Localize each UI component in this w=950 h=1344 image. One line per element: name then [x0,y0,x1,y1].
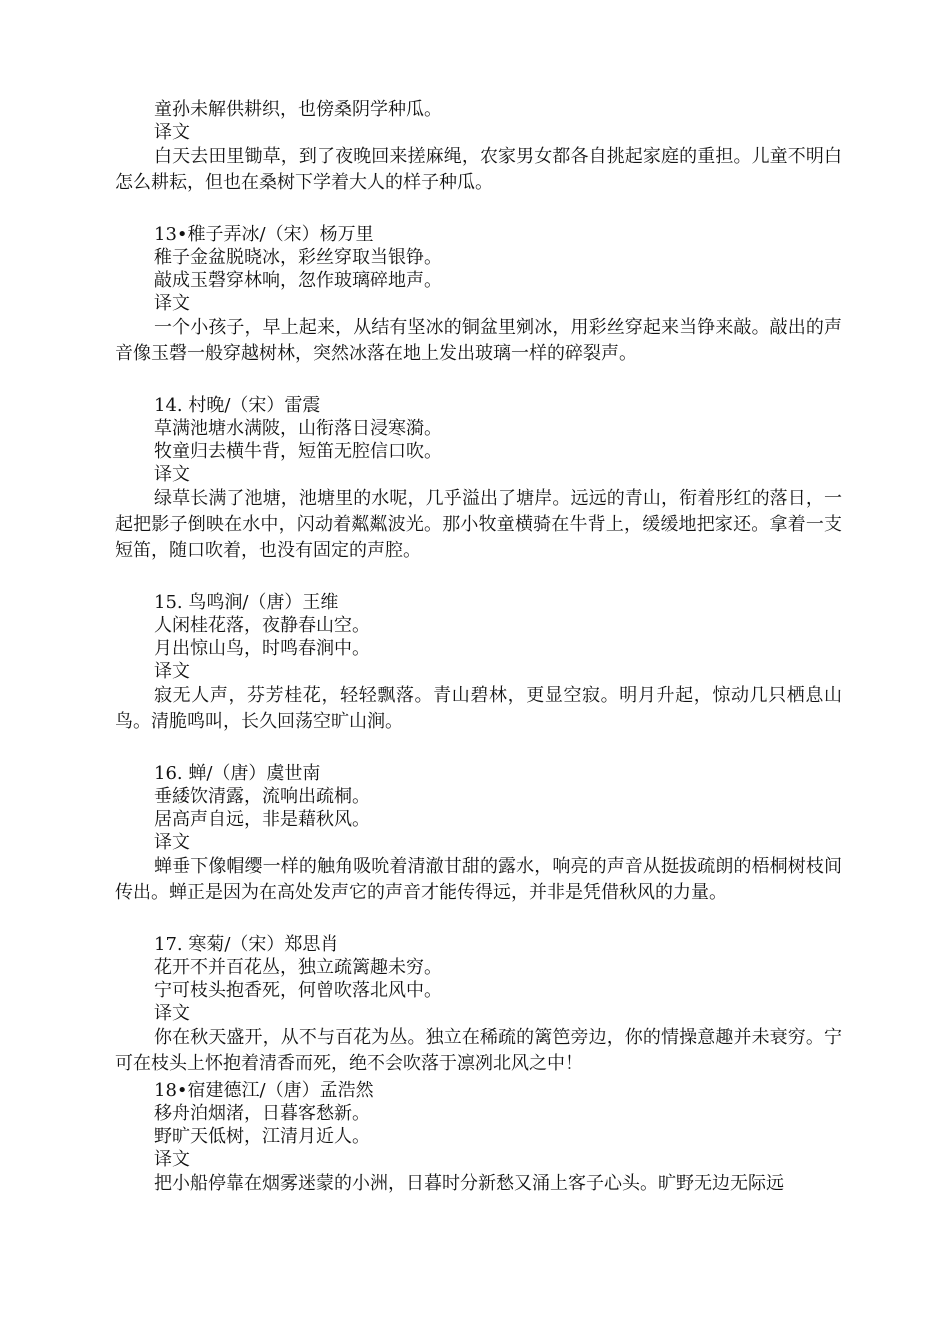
poem-title: 13•稚子弄冰/（宋）杨万里 [154,224,374,245]
poem-title: 15. 鸟鸣涧/（唐）王维 [154,592,339,613]
translation-text: 绿草长满了池塘，池塘里的水呢，几乎溢出了塘岸。远远的青山，衔着彤红的落日，一起把影子倒映在水中，闪动着粼粼波光。那小牧童横骑在牛背上，缓缓地把家还。拿着一支短笛，随口吹着，也没有固定的声腔。 [115,488,842,561]
translation-label: 译文 [154,1149,190,1170]
poem-17 [115,933,842,1077]
poem-title: 18•宿建德江/（唐）孟浩然 [154,1080,374,1101]
poem-line: 敲成玉磬穿林响，忽作玻璃碎地声。 [154,270,442,291]
section-gap [115,735,842,760]
poem-line: 月出惊山鸟，时鸣春涧中。 [154,638,370,659]
translation-text: 蝉垂下像帽缨一样的触角吸吮着清澈甘甜的露水，响亮的声音从挺拔疏朗的梧桐树枝间传出。蝉正是因为在高处发声它的声音才能传得远，并非是凭借秋风的力量。 [115,856,842,903]
poem-line: 居高声自远，非是藉秋风。 [154,809,370,830]
poem-line: 宁可枝头抱香死，何曾吹落北风中。 [154,980,442,1001]
section-gap [115,367,842,392]
poem-line: 野旷天低树，江清月近人。 [154,1126,370,1147]
translation-label: 译文 [154,832,190,853]
poem-line: 垂緌饮清露，流响出疏桐。 [154,786,370,807]
poem-18 [115,1079,842,1197]
poem-16 [115,762,842,906]
translation-label: 译文 [154,661,190,682]
poem-title: 17. 寒菊/（宋）郑思肖 [154,934,339,955]
section-gap [115,564,842,589]
translation-text: 你在秋天盛开，从不与百花为丛。独立在稀疏的篱笆旁边，你的情操意趣并未衰穷。宁可在枝头上怀抱着清香而死，绝不会吹落于凛冽北风之中！ [115,1027,842,1074]
poem-14 [115,394,842,564]
poem-title: 16. 蝉/（唐）虞世南 [154,763,321,784]
poem-13 [115,223,842,367]
poem-line: 人闲桂花落，夜静春山空。 [154,615,370,636]
poem-title: 14. 村晚/（宋）雷震 [154,395,321,416]
translation-label: 译文 [154,1003,190,1024]
poem-line: 稚子金盆脱晓冰，彩丝穿取当银铮。 [154,247,442,268]
translation-text: 把小船停靠在烟雾迷蒙的小洲，日暮时分新愁又涌上客子心头。旷野无边无际远 [154,1173,784,1194]
poem-line: 草满池塘水满陂，山衔落日浸寒漪。 [154,418,442,439]
translation-text: 寂无人声，芬芳桂花，轻轻飘落。青山碧林，更显空寂。明月升起，惊动几只栖息山鸟。清脆鸣叫，长久回荡空旷山涧。 [115,685,842,732]
document-body [115,98,842,1197]
poem-line: 移舟泊烟渚，日暮客愁新。 [154,1103,370,1124]
poem-line: 童孙未解供耕织，也傍桑阴学种瓜。 [154,99,442,120]
translation-label: 译文 [154,464,190,485]
translation-text: 白天去田里锄草，到了夜晚回来搓麻绳，农家男女都各自挑起家庭的重担。儿童不明白怎么耕耘，但也在桑树下学着大人的样子种瓜。 [115,146,842,193]
poem-line: 花开不并百花丛，独立疏篱趣未穷。 [154,957,442,978]
translation-label: 译文 [154,293,190,314]
section-gap [115,906,842,931]
translation-label: 译文 [154,122,190,143]
poem-line: 牧童归去横牛背，短笛无腔信口吹。 [154,441,442,462]
poem-15 [115,591,842,735]
section-gap [115,196,842,221]
translation-text: 一个小孩子，早上起来，从结有坚冰的铜盆里剜冰，用彩丝穿起来当铮来敲。敲出的声音像玉磬一般穿越树林，突然冰落在地上发出玻璃一样的碎裂声。 [115,317,842,364]
